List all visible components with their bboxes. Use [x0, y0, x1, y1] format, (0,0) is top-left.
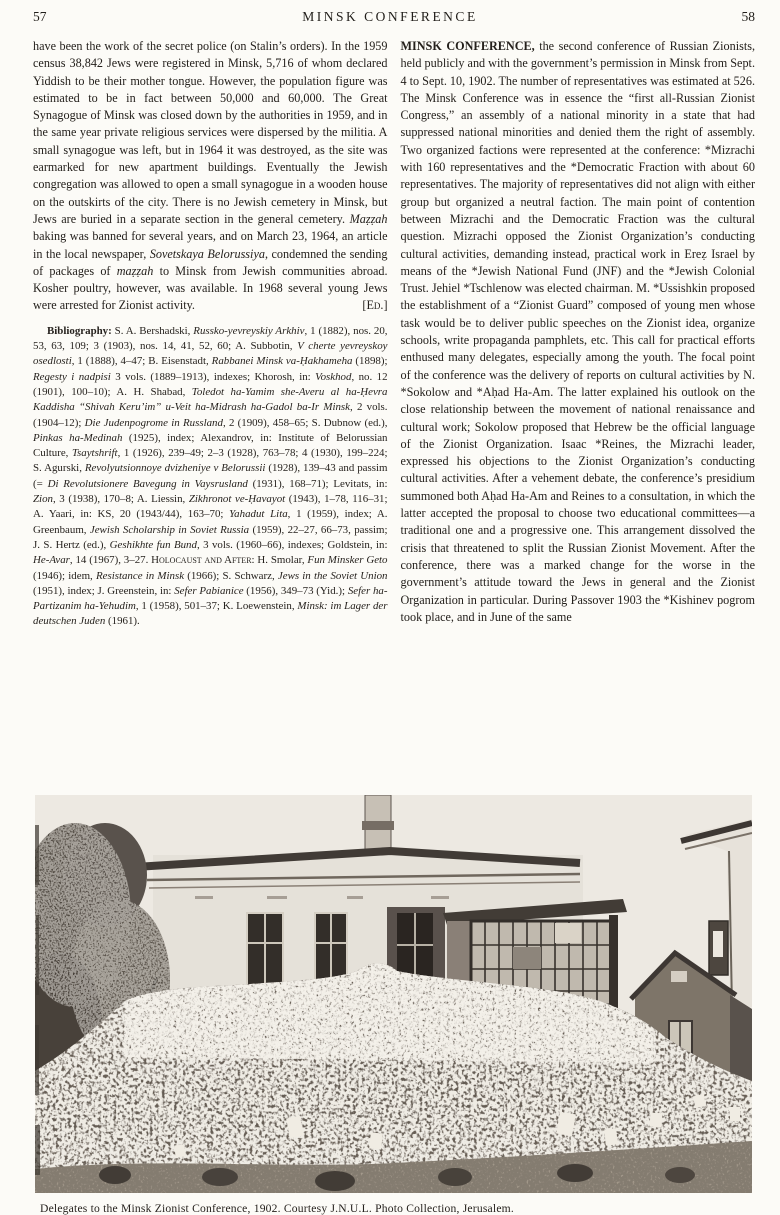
page-number-left: 57 [33, 9, 47, 24]
minsk-conference-article: MINSK CONFERENCE, the second conference of Russian Zionists, held publicly and with the government’s permission in Minsk from Sept. 4 to Sept. 10, 1902. The number of representatives was estimated at 526. The Minsk Conference was in essence the “first all-Russian Zionist Congress,” an assembly of a national minority in a state that had suppressed national minorities and denied them the right of assembly. Two organized factions were represented at the conference: *Mizrachi with 160 representatives and the *Democratic Fraction with about 60 representatives. The majority of representatives did not align with either group but organized a neutral faction. The main point of contention between Mizrachi and the Democratic Fraction was the cultural question. Mizrachi opposed the Zionist Organization’s conducting cultural activities, demanding instead, practical work in Ereẓ Israel by means of the *Jewish National Fund (JNF) and the *Jewish Colonial Trust. Jehiel *Tschlenow was elected chairman. M. *Ussishkin proposed the establishment of a “Zionist Guard” composed of young men whose task would be to deliver public speeches on the Zionist idea, organize schools, write propaganda pamphlets, etc. This call for practical efforts enthused many delegates, especially among the youth. The focal point of the conference was the delivery of reports on cultural activities by N. *Sokolow and *Aḥad Ha-Am. The latter explained his outlook on the close relationship between the movement of national renaissance and cultural work; Sokolow proposed that Hebrew be the official language of the Zionist Organization. Isaac *Reines, the Mizrachi leader, expressed his objections to the Zionist Organization’s conducting cultural activities. After a vehement debate, the conference’s presidium summoned both Aḥad Ha-Am and Reines to a consultation, in which the latter accepted the proposal to choose two educational committees—a traditional one and a progressive one. This arrangement dissolved the crisis that threatened to split the Russian Zionist Movement. After the conference, there was a marked change for the worse in the government’s attitude toward the Jews in general and the Zionist Organization in particular. During Passover 1903 the *Kishinev pogrom took place, and in June of the same [400, 39, 755, 624]
page-number-right: 58 [741, 9, 755, 24]
running-head: MINSK CONFERENCE [302, 9, 478, 24]
photo-caption: Delegates to the Minsk Zionist Conference, 1902. Courtesy J.N.U.L. Photo Collection, Jerusalem. [40, 1202, 514, 1215]
bibliography: Bibliography: S. A. Bershadski, Russko-yevreyskiy Arkhiv, 1 (1882), nos. 20, 53, 63, 109; 3 (1903), nos. 14, 41, 52, 60; A. Subbotin, V cherte yevreyskoy osedlosti, 1 (1888), 4–47; B. Eisenstadt, Rabbanei Minsk va-Ḥakhameha (1898); Regesty i nadpisi 3 vols. (1889–1913), indexes; Khorosh, in: Voskhod, no. 12 (1901), 100–10); A. H. Shabad, Toledot ha-Yamim she-Averu al ha-Ḥevra Kaddisha “Shivah Keru’im” u-Veit ha-Midrash ha-Gadol ba-Ir Minsk, 2 vols. (1904–12); Die Judenpogrome in Russland, 2 (1909), 458–65; S. Dubnow (ed.), Pinkas ha-Medinah (1925), index; Alexandrov, in: Institute of Belorussian Culture, Tsaytshrift, 1 (1926), 239–49; 2–3 (1928), 763–78; 4 (1930), 199–224; S. Agurski, Revolyutsionnoye dvizheniye v Belorussii (1928), 139–43 and passim (= Di Revolutsionere Bavegung in Vaysrusland (1931), 168–71); Levitats, in: Zion, 3 (1938), 170–8; A. Liessin, Zikhronot ve-Ḥavayot (1943), 1–78, 116–31; A. Yaari, in: KS, 20 (1943/44), 163–70; Yahadut Lita, 1 (1959), index; A. Greenbaum, Jewish Scholarship in Soviet Russia (1959), 22–27, 66–73, passim; J. S. Hertz (ed.), Geshikhte fun Bund, 3 vols. (1960–66), indexes; Goldstein, in: He-Avar, 14 (1967), 3–27. Holocaust and After: H. Smolar, Fun Minsker Geto (1946); idem, Resistance in Minsk (1966); S. Schwarz, Jews in the Soviet Union (1951), index; J. Greenstein, in: Sefer Pabianice (1956), 349–73 (Yid.); Sefer ha-Partizanim ha-Yehudim, 1 (1958), 501–37; K. Loewenstein, Minsk: im Lager der deutschen Juden (1961). [33, 324, 388, 628]
running-header [0, 0, 780, 25]
conference-photograph [35, 795, 752, 1215]
minsk-article-continuation: have been the work of the secret police (on Stalin’s orders). In the 1959 census 38,842 Jews were registered in Minsk, 5,716 of whom declared Yiddish to be their mother tongue. However, the population figure was estimated to be in fact between 50,000 and 60,000. The Great Synagogue of Minsk was closed down by the authorities in 1959, and in the same year private religious services were dispersed by the militia. A small synagogue was left, but in 1964 it was destroyed, as the site was earmarked for new apartment buildings. Eventually the Jewish congregation was allowed to open a small synagogue in a wooden house on the outskirts of the city. There is no Jewish cemetery in Minsk, but Jews are buried in a separate section in the general cemetery. Maẓẓah baking was banned for several years, and on March 23, 1964, an article in the local newspaper, Sovetskaya Belorussiya, condemned the sending of packages of maẓẓah to Minsk from Jewish communities abroad. Kosher poultry, however, was available. In 1968 several young Jews were arrested for Zionist activity. [Ed.] [33, 39, 388, 313]
left-column [33, 38, 388, 750]
two-column-text-block [0, 38, 780, 750]
right-column [401, 38, 756, 750]
conference-photo-image [35, 795, 752, 1193]
